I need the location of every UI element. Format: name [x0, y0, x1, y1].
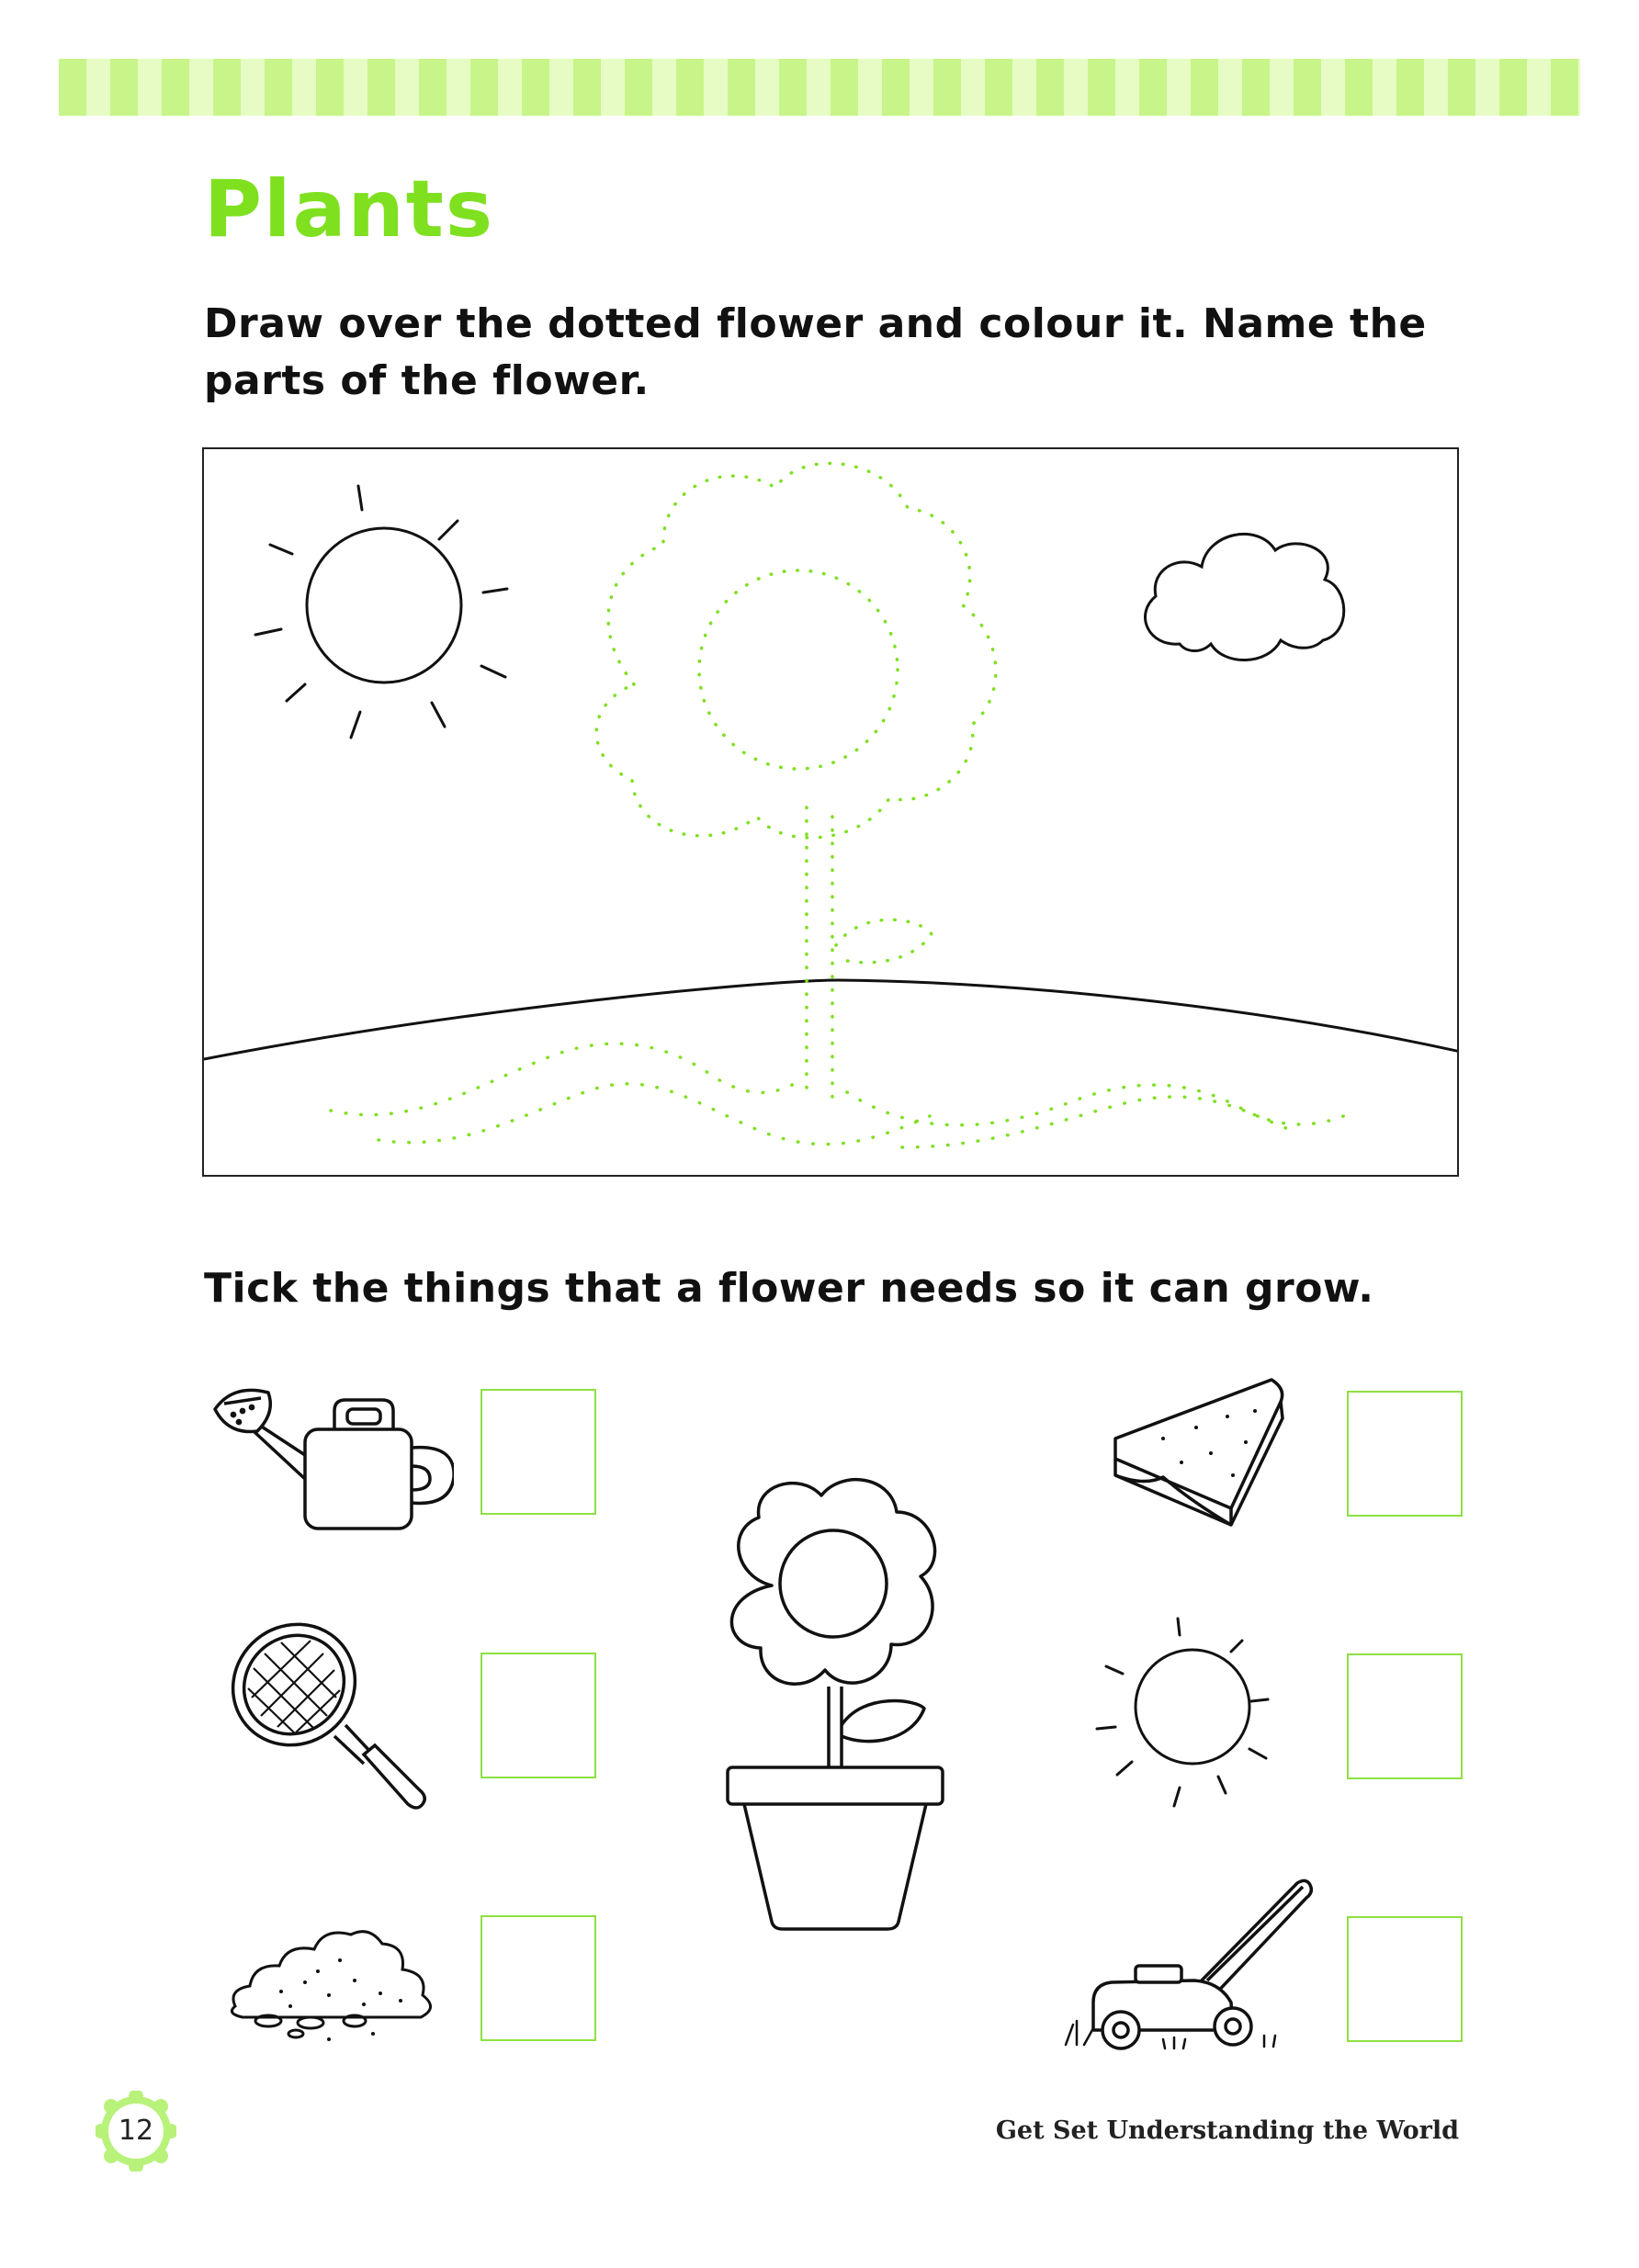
- tickbox-tennis-racket[interactable]: [480, 1653, 596, 1778]
- tickbox-watering-can[interactable]: [480, 1389, 596, 1515]
- small-sun-icon: [1090, 1615, 1292, 1808]
- tennis-racket-icon: [226, 1617, 428, 1819]
- tickbox-sandwich[interactable]: [1347, 1391, 1463, 1517]
- footer-book-title: Get Set Understanding the World: [995, 2116, 1459, 2145]
- cloud-icon: [1146, 534, 1344, 660]
- soil-pile-icon: [226, 1918, 439, 2047]
- sandwich-icon: [1108, 1374, 1310, 1540]
- watering-can-icon: [206, 1378, 454, 1534]
- page-number: 12: [118, 2115, 154, 2147]
- tickbox-sun[interactable]: [1347, 1653, 1463, 1779]
- dotted-roots: [331, 1044, 1352, 1147]
- tickbox-lawnmower[interactable]: [1347, 1916, 1463, 2042]
- hill-line: [204, 980, 1459, 1059]
- tickbox-soil[interactable]: [480, 1915, 596, 2041]
- potted-flower-icon: [707, 1475, 974, 1935]
- trace-scene-frame: [202, 447, 1459, 1177]
- lawnmower-icon: [1057, 1874, 1314, 2058]
- dotted-flower: [596, 463, 996, 1100]
- sun-icon: [255, 486, 507, 738]
- header-stripe: [59, 59, 1580, 116]
- tick-instruction: Tick the things that a flower needs so it can grow.: [204, 1265, 1374, 1312]
- page-title: Plants: [204, 164, 495, 255]
- trace-instruction: Draw over the dotted flower and colour it. Name the parts of the flower.: [204, 300, 1427, 404]
